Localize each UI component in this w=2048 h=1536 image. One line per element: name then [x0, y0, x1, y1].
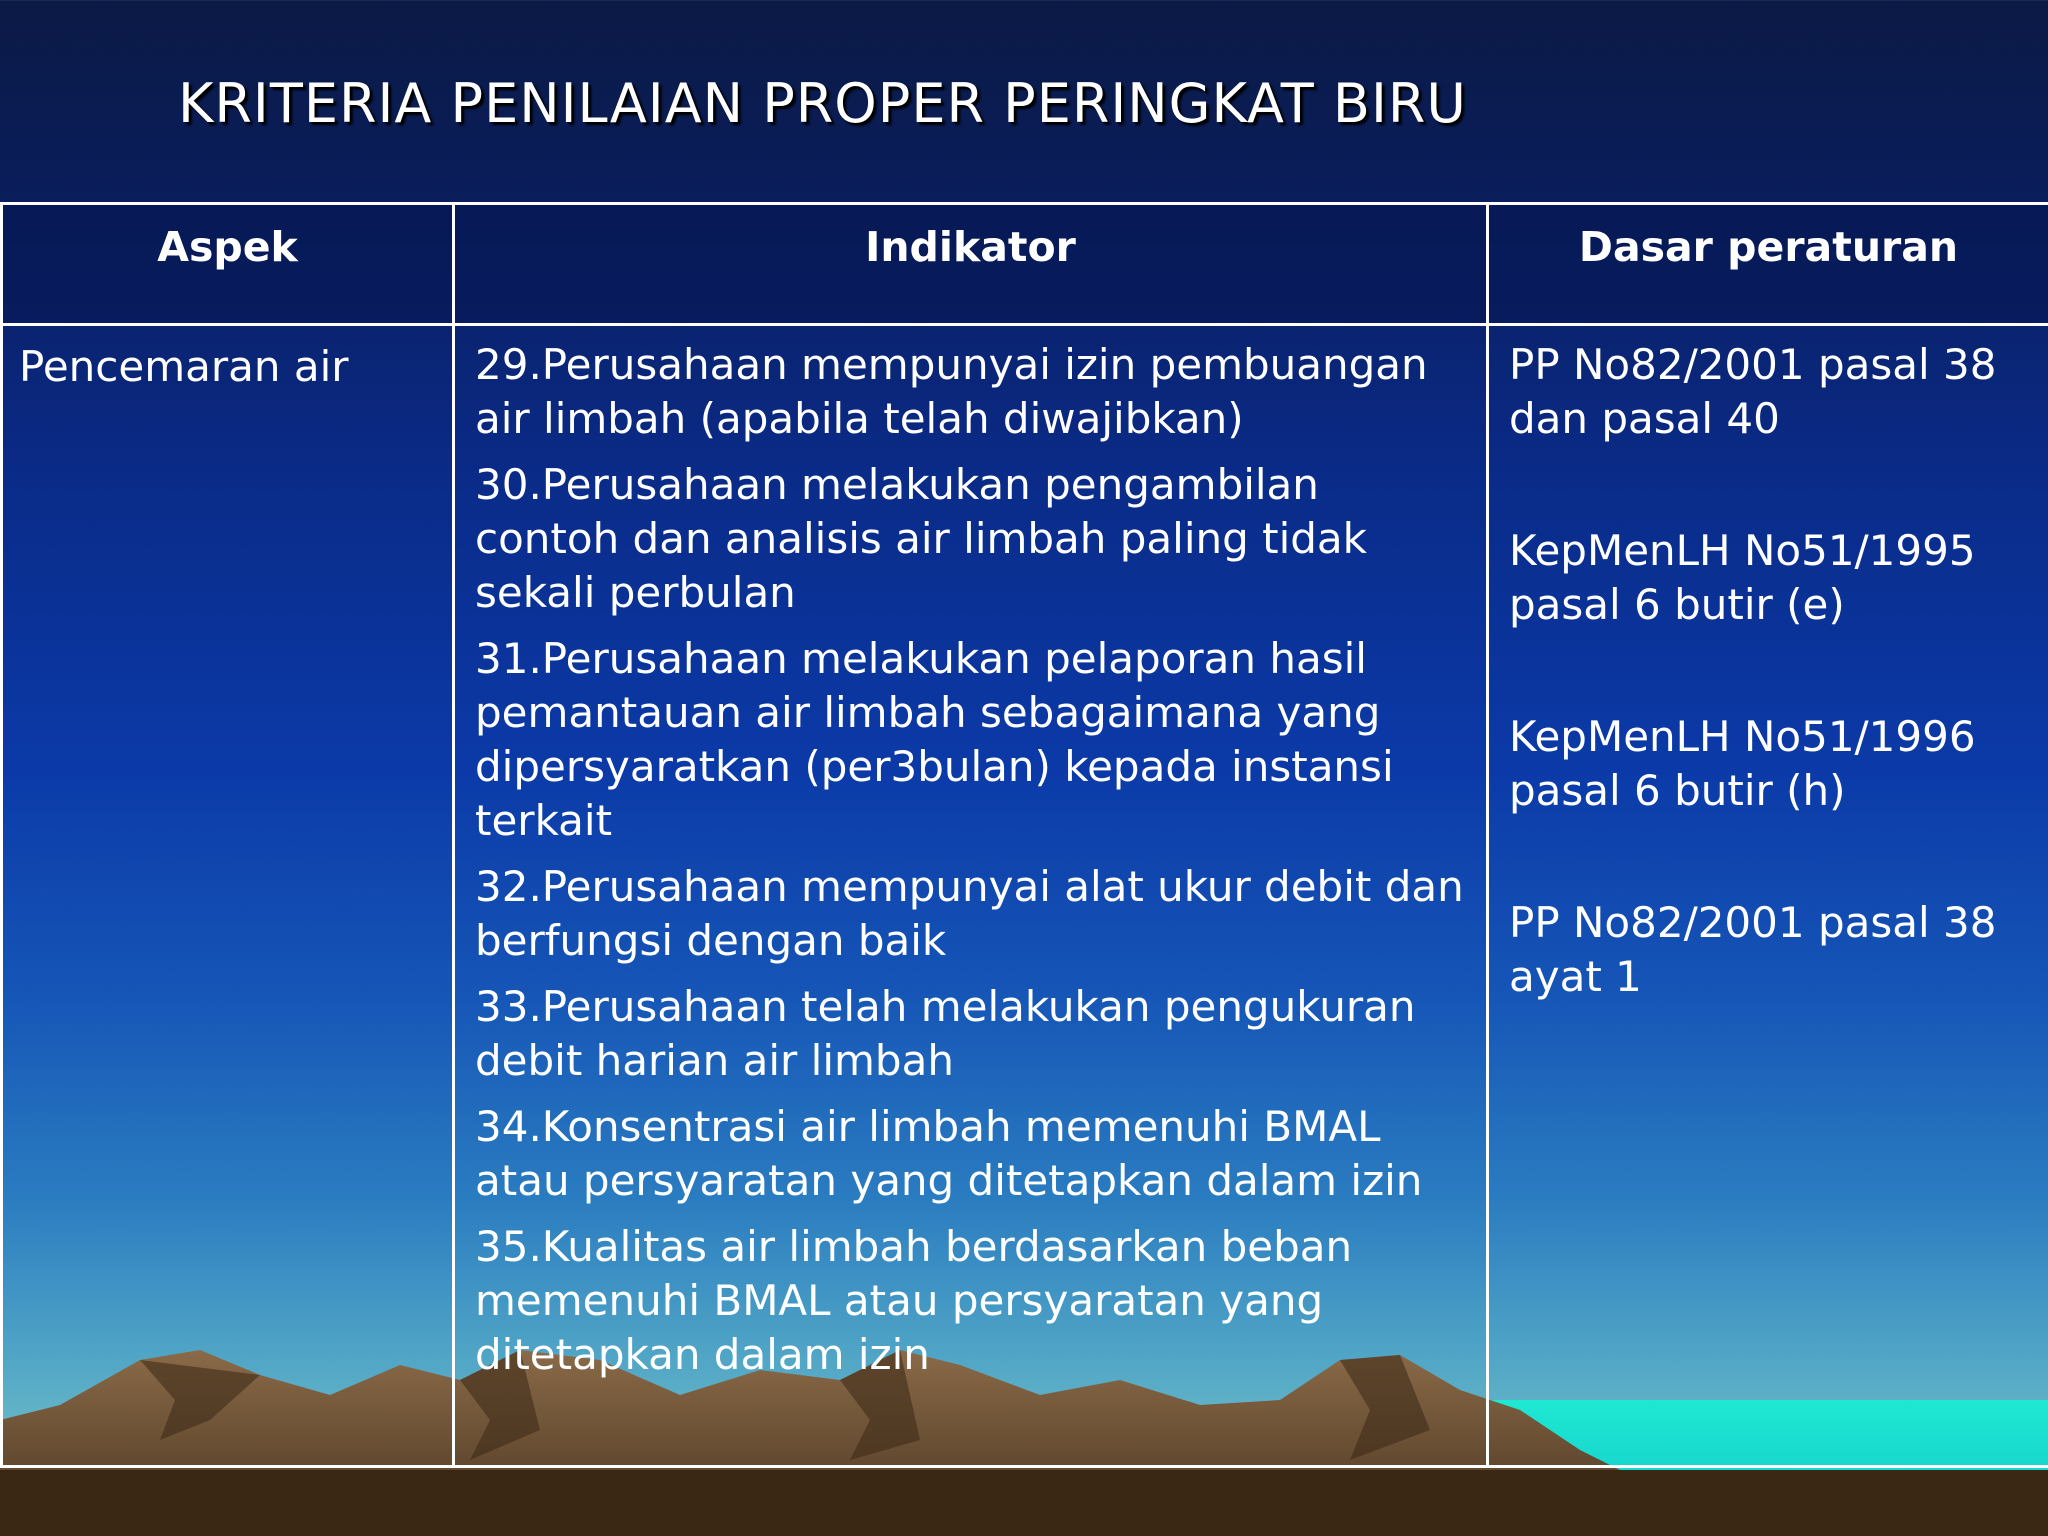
regulation-item: KepMenLH No51/1996 pasal 6 butir (h): [1509, 712, 1976, 815]
header-dasar-peraturan: Dasar peraturan: [1488, 204, 2048, 325]
regulation-item: PP No82/2001 pasal 38 ayat 1: [1509, 898, 1997, 1001]
cell-indikator: [454, 325, 1488, 1467]
table-row: [2, 325, 2048, 1467]
indikator-item: 34.Konsentrasi air limbah memenuhi BMAL atau persyaratan yang ditetapkan dalam izin: [475, 1102, 1423, 1205]
header-aspek: Aspek: [2, 204, 454, 325]
criteria-table-container: [0, 202, 2048, 1468]
indikator-item: 35.Kualitas air limbah berdasarkan beban memenuhi BMAL atau persyaratan yang ditetapkan dalam izin: [475, 1222, 1353, 1379]
criteria-table: [0, 202, 2048, 1468]
page-title: KRITERIA PENILAIAN PROPER PERINGKAT BIRU: [178, 72, 1467, 135]
table-header-row: [2, 204, 2048, 325]
regulation-item: PP No82/2001 pasal 38 dan pasal 40: [1509, 340, 1997, 443]
indikator-item: 33.Perusahaan telah melakukan pengukuran debit harian air limbah: [475, 982, 1416, 1085]
indikator-item: 32.Perusahaan mempunyai alat ukur debit dan berfungsi dengan baik: [475, 862, 1464, 965]
regulation-item: KepMenLH No51/1995 pasal 6 butir (e): [1509, 526, 1976, 629]
header-indikator: Indikator: [454, 204, 1488, 325]
cell-aspek: Pencemaran air: [2, 325, 454, 1467]
cell-dasar-peraturan: [1488, 325, 2048, 1467]
indikator-item: 31.Perusahaan melakukan pelaporan hasil pemantauan air limbah sebagaimana yang dipersyaratkan (per3bulan) kepada instansi terkait: [475, 634, 1394, 845]
ground-strip: [0, 1470, 2048, 1536]
indikator-item: 30.Perusahaan melakukan pengambilan contoh dan analisis air limbah paling tidak sekali perbulan: [475, 460, 1367, 617]
indikator-item: 29.Perusahaan mempunyai izin pembuangan air limbah (apabila telah diwajibkan): [475, 340, 1428, 443]
